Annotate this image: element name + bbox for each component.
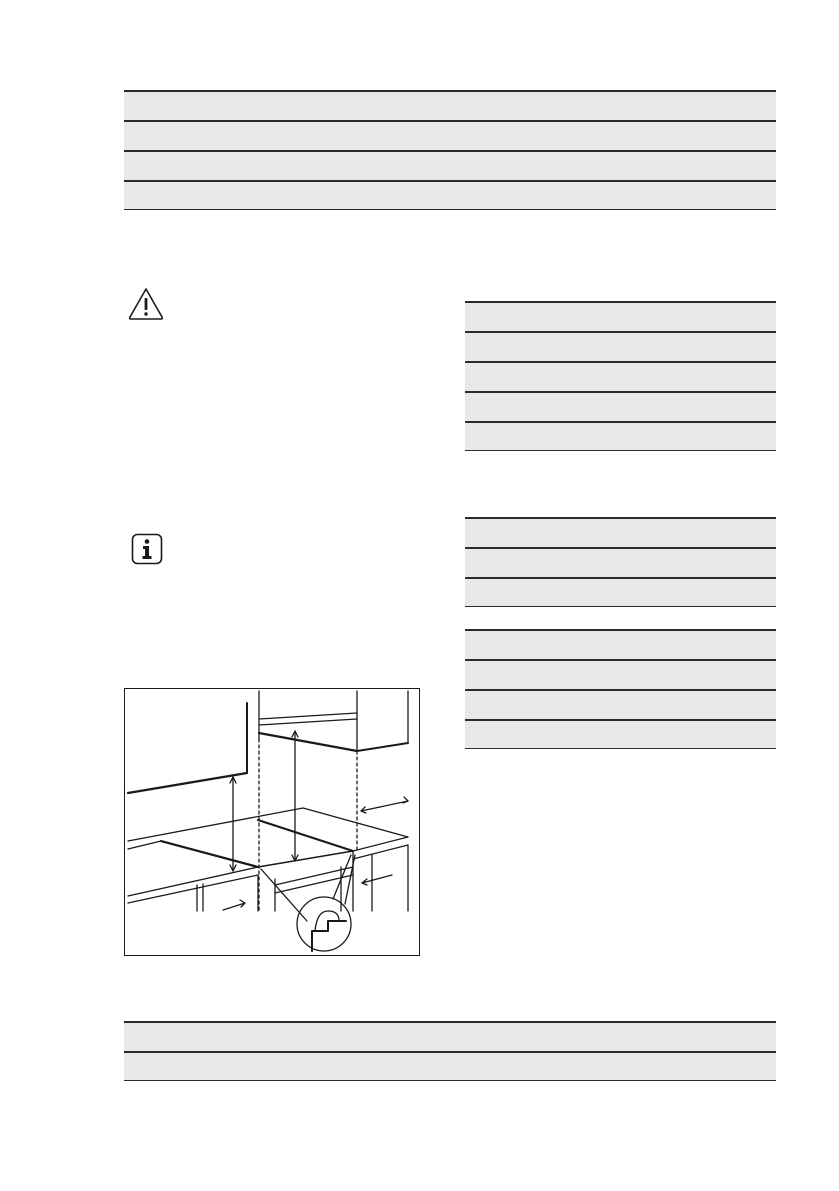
table-row [465, 719, 776, 749]
info-icon [131, 533, 163, 565]
table-bottom [124, 1021, 776, 1081]
table-row [124, 1021, 776, 1051]
table-right-a [465, 301, 776, 451]
table-row [465, 659, 776, 689]
table-row [124, 150, 776, 180]
table-row [465, 547, 776, 577]
table-row [465, 629, 776, 659]
table-top [124, 90, 776, 210]
warning-triangle-icon [127, 285, 165, 323]
table-row [124, 1051, 776, 1081]
installation-diagram-drawing [125, 689, 419, 955]
table-row [465, 421, 776, 451]
table-row [124, 120, 776, 150]
table-right-c [465, 629, 776, 749]
table-row [465, 517, 776, 547]
table-row [465, 689, 776, 719]
table-row [124, 180, 776, 210]
table-row [465, 577, 776, 607]
table-right-b [465, 517, 776, 607]
table-row [465, 301, 776, 331]
table-row [465, 391, 776, 421]
table-row [465, 331, 776, 361]
installation-diagram [124, 688, 420, 956]
table-row [465, 361, 776, 391]
table-row [124, 90, 776, 120]
